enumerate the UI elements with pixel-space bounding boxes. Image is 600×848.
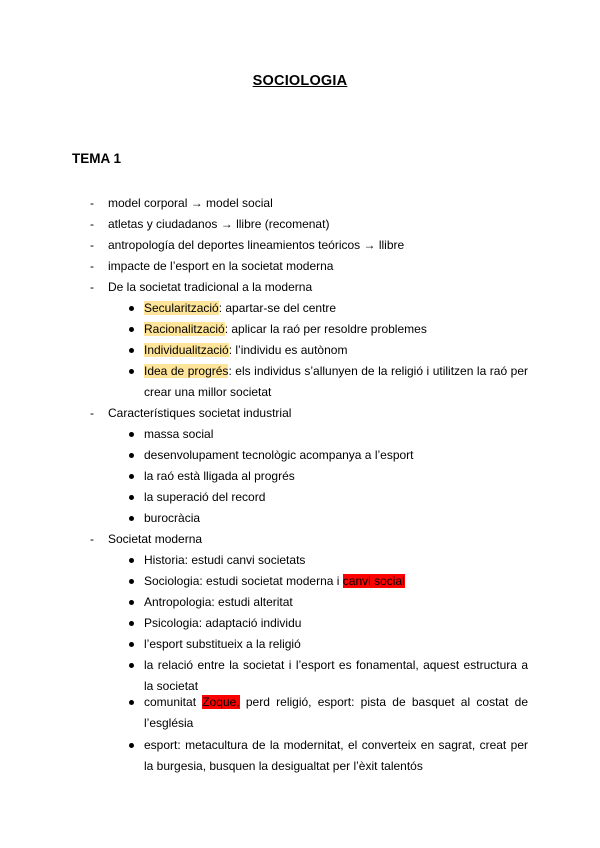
- bullet-marker: [129, 600, 134, 605]
- plain-text: Sociologia: estudi societat moderna i: [144, 574, 343, 588]
- bullet-marker: [129, 558, 134, 563]
- list-item-text: De la societat tradicional a la moderna: [108, 280, 313, 294]
- bullet-marker: [129, 663, 134, 668]
- sub-list-item-text: Psicologia: adaptació individu: [144, 616, 302, 630]
- bullet-marker: [129, 642, 134, 647]
- list-item-text: atletas y ciudadanos → llibre (recomenat): [108, 217, 330, 231]
- dash-marker: -: [90, 238, 94, 252]
- bullet-marker: [129, 516, 134, 521]
- sub-list-item-text: [144, 571, 528, 592]
- bullet-marker: [129, 432, 134, 437]
- bullet-marker: [129, 700, 134, 705]
- sub-list-item-text: [144, 340, 528, 361]
- bullet-marker: [129, 369, 134, 374]
- sub-list-item-text: la relació entre la societat i l’esport es fonamental, aquest estructura a la societat: [144, 658, 528, 693]
- dash-marker: -: [90, 259, 94, 273]
- dash-marker: -: [90, 532, 94, 546]
- highlighted-term: canvi social: [342, 574, 405, 588]
- document-title: SOCIOLOGIA: [252, 73, 348, 89]
- term-description: : els individus s’allunyen de la religió i utilitzen la raó per crear una millor societat: [144, 364, 528, 399]
- list-item-text: model corporal → model social: [108, 196, 273, 210]
- highlighted-term: Secularització: [144, 301, 219, 315]
- dash-marker: -: [90, 217, 94, 231]
- sub-list-item-text: Antropologia: estudi alteritat: [144, 595, 293, 609]
- section-heading: TEMA 1: [72, 151, 122, 166]
- list-item-text: impacte de l’esport en la societat moderna: [108, 259, 334, 273]
- sub-list-item-text: esport: metacultura de la modernitat, el converteix en sagrat, creat per la burgesia, busquen la desigualtat per l’èxit talentós: [144, 738, 528, 773]
- dash-marker: -: [90, 196, 94, 210]
- highlighted-term: Racionalització: [144, 322, 225, 336]
- plain-text: comunitat: [144, 695, 203, 709]
- sub-list-item-text: desenvolupament tecnològic acompanya a l’esport: [144, 448, 414, 462]
- bullet-marker: [129, 495, 134, 500]
- highlighted-term: Idea de progrés: [144, 364, 229, 378]
- bullet-marker: [129, 327, 134, 332]
- dash-marker: -: [90, 406, 94, 420]
- list-item-text: Societat moderna: [108, 532, 203, 546]
- sub-list-item-text: Historia: estudi canvi societats: [144, 553, 306, 567]
- sub-list-item-text: l’esport substitueix a la religió: [144, 637, 301, 651]
- bullet-marker: [129, 579, 134, 584]
- term-description: : l’individu es autònom: [228, 343, 348, 357]
- bullet-marker: [129, 743, 134, 748]
- highlighted-term: Individualització: [144, 343, 229, 357]
- sub-list-item-text: massa social: [144, 427, 214, 441]
- term-description: : aplicar la raó per resoldre problemes: [224, 322, 427, 336]
- list-item-text: Característiques societat industrial: [108, 406, 292, 420]
- dash-marker: -: [90, 280, 94, 294]
- bullet-marker: [129, 348, 134, 353]
- sub-list-item-text: [144, 361, 528, 403]
- bullet-marker: [129, 474, 134, 479]
- sub-list-item-text: burocràcia: [144, 511, 201, 525]
- sub-list-item-text: [144, 692, 528, 734]
- sub-list-item-text: la superació del record: [144, 490, 266, 504]
- bullet-marker: [129, 621, 134, 626]
- sub-list-item-text: la raó està lligada al progrés: [144, 469, 295, 483]
- plain-text: perd religió, esport: pista de basquet al costat de l’església: [144, 695, 528, 730]
- sub-list-item-text: [144, 319, 528, 340]
- term-description: : apartar-se del centre: [218, 301, 337, 315]
- bullet-marker: [129, 453, 134, 458]
- list-item-text: antropología del deportes lineamientos teóricos → llibre: [108, 238, 405, 252]
- bullet-marker: [129, 306, 134, 311]
- highlighted-term: Zoque,: [202, 695, 240, 709]
- sub-list-item-text: [144, 298, 528, 319]
